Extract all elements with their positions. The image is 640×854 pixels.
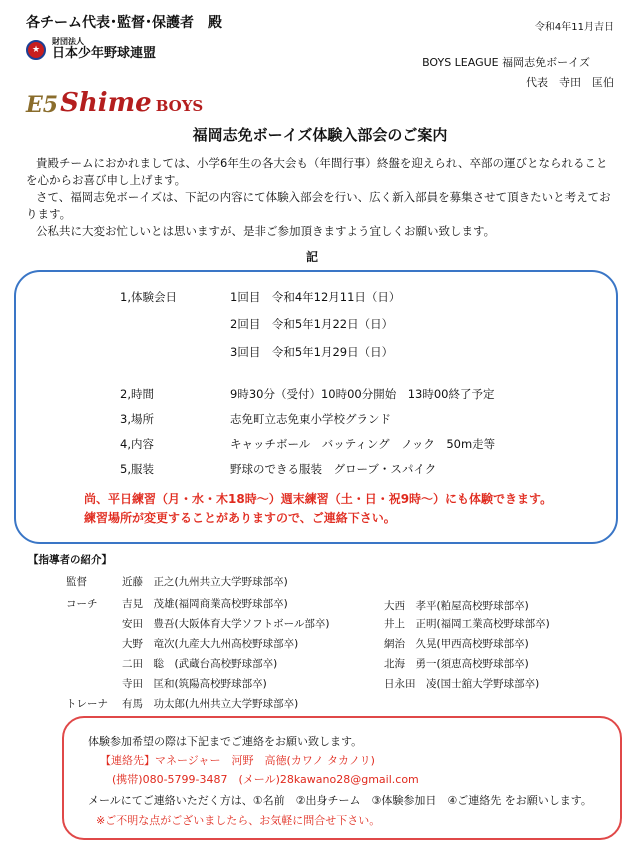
label-content: 4,内容 [120, 437, 154, 451]
contact-person: 【連絡先】マネージャー 河野 高徳(カワノ タカノリ) [100, 754, 375, 767]
staff-left-5: 二田 聡 (武蔵台高校野球部卒) [122, 658, 278, 670]
value-time: 9時30分（受付）10時00分開始 13時00終了予定 [230, 387, 495, 401]
staff-heading: 【指導者の紹介】 [28, 554, 112, 566]
intro-paragraph-1: 貴殿チームにおかれましては、小学6年生の各大会も（年間行事）終盤を迎えられ、卒部の運びとなられることを心からお喜び申し上げます。 [26, 156, 608, 187]
role-coach: コーチ [66, 598, 98, 610]
staff-left-4: 大野 竜次(九産大九州高校野球部卒) [122, 638, 299, 650]
staff-left-3: 安田 豊吾(大阪体育大学ソフトボール部卒) [122, 618, 330, 630]
staff-left-1: 近藤 正之(九州共立大学野球部卒) [122, 576, 288, 588]
date-1: 1回目 令和4年12月11日（日） [230, 290, 401, 304]
brand-mark: E5 [26, 92, 59, 118]
label-time: 2,時間 [120, 387, 154, 401]
date-2: 2回目 令和5年1月22日（日） [230, 317, 394, 331]
intro-paragraph-3: 公私共に大変お忙しいとは思いますが、是非ご参加頂きますよう宜しくお願い致します。 [36, 224, 496, 238]
org-logo [26, 38, 156, 61]
staff-left-6: 寺田 匡和(筑陽高校野球部卒) [122, 678, 267, 690]
contact-inquiry-note: ※ご不明な点がございましたら、お気軽に問合せ下さい。 [96, 814, 381, 827]
document-date: 令和4年11月吉日 [534, 22, 614, 33]
staff-left-7: 有馬 功太郎(九州共立大学野球部卒) [122, 698, 299, 710]
date-3: 3回目 令和5年1月29日（日） [230, 345, 394, 359]
ki-heading: 記 [306, 250, 319, 264]
role-manager: 監督 [66, 576, 87, 588]
org-name: 日本少年野球連盟 [52, 45, 157, 61]
org-seal-icon: ★ [26, 40, 46, 60]
value-content: キャッチボール バッティング ノック 50m走等 [230, 437, 496, 451]
contact-phone-email[interactable]: (携帯)080-5799-3487 (メール)28kawano28@gmail.com [112, 773, 419, 786]
role-trainer: トレーナ [66, 698, 108, 710]
staff-right-1: 大西 孝平(粕屋高校野球部卒) [384, 600, 529, 612]
brand-boys: BOYS [155, 97, 204, 115]
staff-right-3: 網治 久晃(甲西高校野球部卒) [384, 638, 529, 650]
value-place: 志免町立志免東小学校グランド [230, 412, 391, 426]
label-place: 3,場所 [120, 412, 154, 426]
value-clothing: 野球のできる服装 グローブ・スパイク [230, 462, 437, 476]
practice-note: 尚、平日練習（月・水・木18時～）週末練習（土・日・祝9時～）にも体験できます。 [84, 492, 553, 506]
contact-intro: 体験参加希望の際は下記までご連絡をお願い致します。 [88, 735, 363, 748]
org-type: 財団法人 [52, 37, 84, 46]
staff-left-2: 吉見 茂雄(福岡商業高校野球部卒) [122, 598, 288, 610]
label-clothing: 5,服装 [120, 462, 154, 476]
intro-text [26, 155, 616, 240]
addressee: 各チーム代表･監督･保護者 殿 [26, 15, 222, 31]
staff-right-4: 北海 勇一(須恵高校野球部卒) [384, 658, 529, 670]
staff-right-5: 日永田 凌(国士舘大学野球部卒) [384, 678, 540, 690]
brand-shime: Shime [60, 88, 152, 118]
label-dates: 1,体験会日 [120, 290, 177, 304]
staff-right-2: 井上 正明(福岡工業高校野球部卒) [384, 618, 550, 630]
representative: 代表 寺田 匡伯 [526, 76, 614, 89]
intro-paragraph-2: さて、福岡志免ボーイズは、下記の内容にて体験入部会を行い、広く新入部員を募集させて頂きたいと考えております。 [26, 190, 611, 221]
contact-email-instructions: メールにてご連絡いただく方は、①名前 ②出身チーム ③体験参加日 ④ご連絡先 をお願いします。 [88, 794, 592, 807]
page-title: 福岡志免ボーイズ体験入部会のご案内 [192, 126, 448, 144]
location-note: 練習場所が変更することがありますので、ご連絡下さい。 [84, 511, 396, 525]
team-logo [26, 84, 203, 118]
team-name: BOYS LEAGUE 福岡志免ボーイズ [422, 56, 590, 69]
